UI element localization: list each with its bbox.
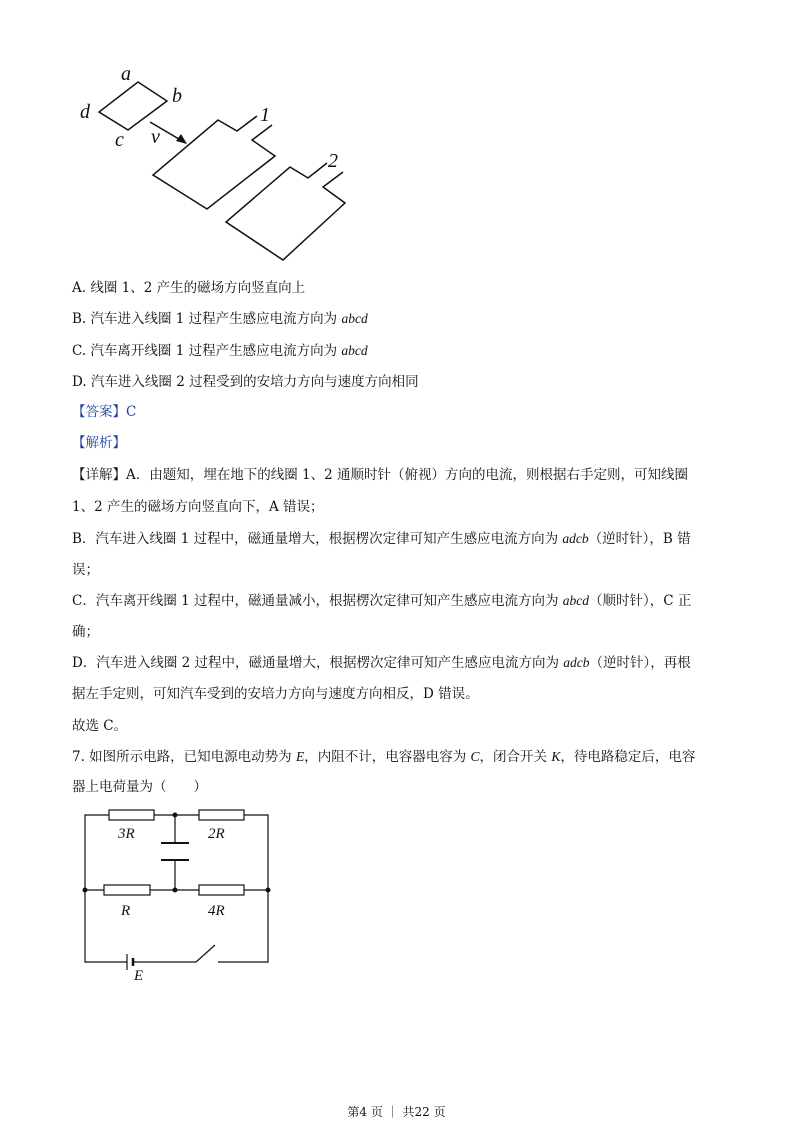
label-r: R <box>121 903 131 919</box>
detail-line: C．汽车离开线圈 1 过程中，磁通量减小，根据楞次定律可知产生感应电流方向为 abcd（顺时针），C 正 <box>72 593 692 609</box>
detail-line: D．汽车进入线圈 2 过程中，磁通量增大，根据楞次定律可知产生感应电流方向为 adcb（逆时针），再根 <box>72 655 691 671</box>
question-7-cont: 器上电荷量为（ ） <box>72 779 207 795</box>
option-c: C. 汽车离开线圈 1 过程产生感应电流方向为 abcd <box>72 343 368 359</box>
label-3r: 3R <box>118 826 135 842</box>
label-v: v <box>151 126 160 148</box>
label-b: b <box>172 85 182 107</box>
coil-2 <box>226 163 345 260</box>
resistor-4r <box>199 885 244 895</box>
label-4r: 4R <box>208 903 225 919</box>
label-a: a <box>121 63 131 85</box>
option-d: D. 汽车进入线圈 2 过程受到的安培力方向与速度方向相同 <box>72 374 419 390</box>
resistor-r <box>104 885 150 895</box>
detail-line: 故选 C。 <box>72 718 128 734</box>
detail-line: 误； <box>72 562 99 578</box>
detail-line: 【详解】A．由题知，埋在地下的线圈 1、2 通顺时针（俯视）方向的电流，则根据右手定则，可知线圈 <box>72 467 689 483</box>
detail-line: B．汽车进入线圈 1 过程中，磁通量增大，根据楞次定律可知产生感应电流方向为 adcb（逆时针），B 错 <box>72 531 691 547</box>
answer: 【答案】C <box>72 404 137 420</box>
label-d: d <box>80 101 90 123</box>
label-c: c <box>115 129 124 151</box>
option-b: B. 汽车进入线圈 1 过程产生感应电流方向为 abcd <box>72 311 368 327</box>
resistor-3r <box>109 810 154 820</box>
label-2r: 2R <box>208 826 225 842</box>
label-coil-1: 1 <box>260 104 270 126</box>
detail-line: 确； <box>72 624 99 640</box>
circuit-diagram <box>83 810 271 984</box>
car-loop <box>99 82 167 130</box>
switch <box>196 945 215 962</box>
analysis-heading: 【解析】 <box>72 435 126 451</box>
label-coil-2: 2 <box>328 150 338 172</box>
detail-line: 据左手定则，可知汽车受到的安培力方向与速度方向相反，D 错误。 <box>72 686 479 702</box>
detail-line: 1、2 产生的磁场方向竖直向下，A 错误； <box>72 499 324 515</box>
coil-figure <box>80 63 345 260</box>
question-7: 7. 如图所示电路，已知电源电动势为 E，内阻不计，电容器电容为 C，闭合开关 K，待电路稳定后，电容 <box>72 749 696 765</box>
option-a: A. 线圈 1、2 产生的磁场方向竖直向上 <box>72 280 306 296</box>
label-e: E <box>134 968 144 984</box>
resistor-2r <box>199 810 244 820</box>
page-footer: 第4 页 ｜ 共22 页 <box>347 1105 446 1119</box>
